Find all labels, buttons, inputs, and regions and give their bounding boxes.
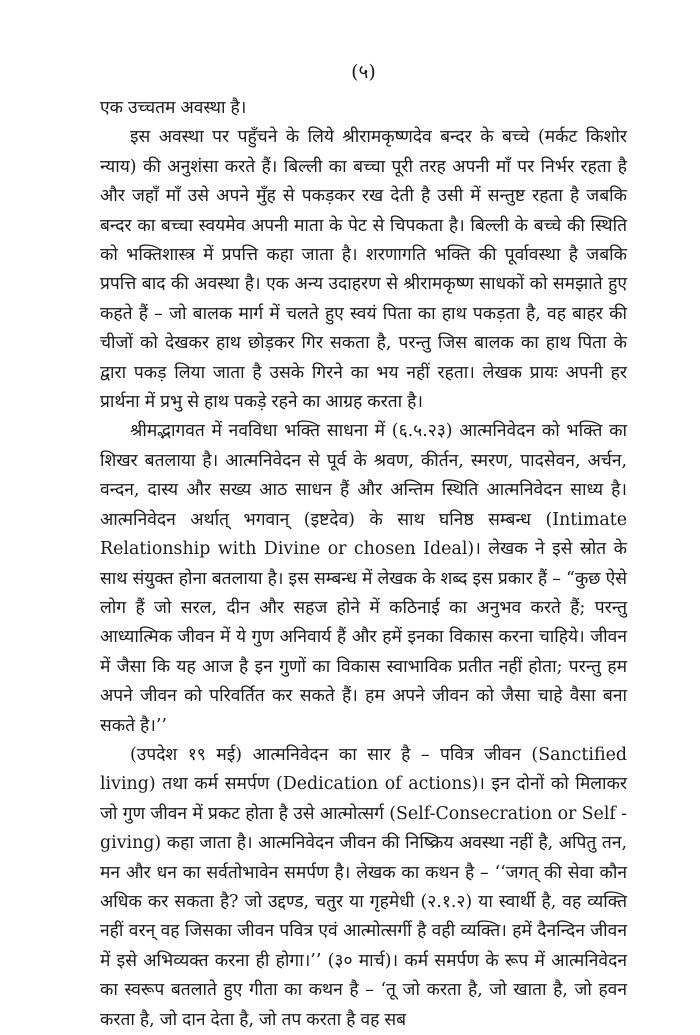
page-number: (५) bbox=[351, 61, 376, 83]
paragraph-ramakrishna-example: इस अवस्था पर पहुँचने के लिये श्रीरामकृष्णदेव बन्दर के बच्चे (मर्कट किशोर न्याय) की अनुशंसा करते हैं। बिल्ली का बच्चा पूरी तरह अपनी माँ पर निर्भर रहता है और जहाँ माँ उसे अपने मुँह से पकड़कर रख देती है उसी में सन्तुष्ट रहता है जबकि बन्दर का बच्चा स्वयमेव अपनी माता के पेट से चिपकता है। बिल्ली के बच्चे की स्थिति को भक्तिशास्त्र में प्रपत्ति कहा जाता है। शरणागति भक्ति की पूर्वावस्था है जबकि प्रपत्ति बाद की अवस्था है। एक अन्य उदाहरण से श्रीरामकृष्ण साधकों को समझाते हुए कहते हैं – जो बालक मार्ग में चलते हुए स्वयं पिता का हाथ पकड़ता है, वह बाहर की चीजों को देखकर हाथ छोड़कर गिर सकता है, परन्तु जिस बालक का हाथ पिता के द्वारा पकड़ लिया जाता है उसके गिरने का भय नहीं रहता। लेखक प्रायः अपनी हर प्रार्थना में प्रभु से हाथ पकड़े रहने का आग्रह करता है। bbox=[100, 127, 627, 413]
paragraph-continuation: एक उच्चतम अवस्था है। bbox=[100, 98, 247, 118]
document-page bbox=[100, 60, 627, 1035]
paragraph-atmanivedan: श्रीमद्भागवत में नवविधा भक्ति साधना में (६.५.२३) आत्मनिवेदन को भक्ति का शिखर बतलाया है। आत्मनिवेदन से पूर्व के श्रवण, कीर्तन, स्मरण, पादसेवन, अर्चन, वन्दन, दास्य और सख्य आठ साधन हैं और अन्तिम स्थिति आत्मनिवेदन साध्य है। आत्मनिवेदन अर्थात् भगवान् (इष्टदेव) के साथ घनिष्ठ सम्बन्ध (Intimate Relationship with Divine or chosen Ideal)। लेखक ने इसे स्रोत के साथ संयुक्त होना बतलाया है। इस सम्बन्ध में लेखक के शब्द इस प्रकार हैं – “कुछ ऐसे लोग हैं जो सरल, दीन और सहज होने में कठिनाई का अनुभव करते हैं; परन्तु आध्यात्मिक जीवन में ये गुण अनिवार्य हैं और हमें इनका विकास करना चाहिये। जीवन में जैसा कि यह आज है इन गुणों का विकास स्वाभाविक प्रतीत नहीं होता; परन्तु हम अपने जीवन को परिवर्तित कर सकते हैं। हम अपने जीवन को जैसा चाहे वैसा बना सकते है।’’ bbox=[100, 421, 627, 736]
paragraph-sanctified-living: (उपदेश १९ मई) आत्मनिवेदन का सार है – पवित्र जीवन (Sanctified living) तथा कर्म समर्पण (Dedication of actions)। इन दोनों को मिलाकर जो गुण जीवन में प्रकट होता है उसे आत्मोत्सर्ग (Self-Consecration or Self -giving) कहा जाता है। आत्मनिवेदन जीवन की निष्क्रिय अवस्था नहीं है, अपितु तन, मन और धन का सर्वतोभावेन समर्पण है। लेखक का कथन है – ‘‘जगत् की सेवा कौन अधिक कर सकता है? जो उद्दण्ड, चतुर या गृहमेधी (२.१.२) या स्वार्थी है, वह व्यक्ति नहीं वरन् वह जिसका जीवन पवित्र एवं आत्मोत्सर्गी है वही व्यक्ति। हमें दैनन्दिन जीवन में इसे अभिव्यक्त करना ही होगा।’’ (३० मार्च)। कर्म समर्पण के रूप में आत्मनिवेदन का स्वरूप बतलाते हुए गीता का कथन है – ‘तू जो करता है, जो खाता है, जो हवन करता है, जो दान देता है, जो तप करता है वह सब bbox=[100, 744, 627, 1030]
